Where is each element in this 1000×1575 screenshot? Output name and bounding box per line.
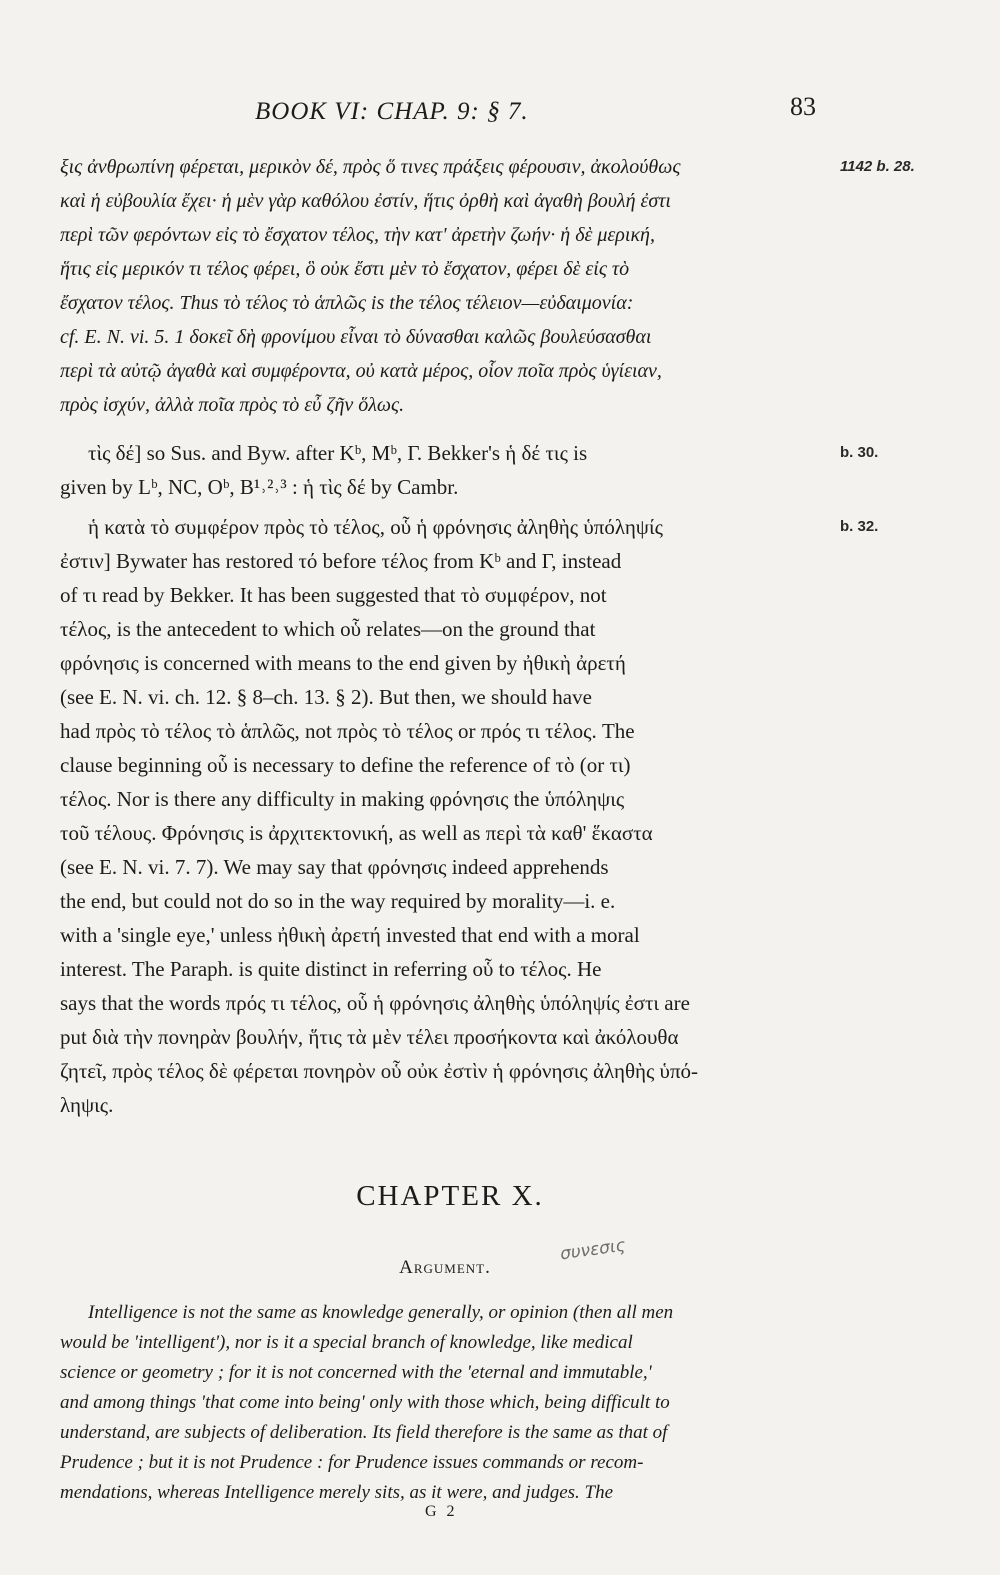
argument-line: Intelligence is not the same as knowledge generally, or opinion (then all men (88, 1302, 674, 1323)
passage-line: ἥτις εἰς μερικόν τι τέλος φέρει, ὃ οὐκ ἔστι μὲν τὸ ἔσχατον, φέρει δὲ εἰς τὸ (60, 258, 630, 280)
passage-line: περὶ τὰ αὐτῷ ἀγαθὰ καὶ συμφέροντα, οὐ κατὰ μέρος, οἷον ποῖα πρὸς ὑγίειαν, (60, 360, 662, 382)
argument-line: and among things 'that come into being' only with those which, being difficult to (60, 1392, 670, 1413)
argument-line: Prudence ; but it is not Prudence : for Prudence issues commands or recom- (60, 1452, 644, 1473)
margin-reference: 1142 b. 28. (840, 158, 915, 175)
note-line: clause beginning οὗ is necessary to define the reference of τὸ (or τι) (60, 753, 631, 777)
margin-reference: b. 30. (840, 444, 879, 461)
note-line: (see E. N. vi. ch. 12. § 8–ch. 13. § 2). But then, we should have (60, 685, 592, 709)
argument-line: mendations, whereas Intelligence merely sits, as it were, and judges. The (60, 1482, 614, 1503)
passage-line: ξις ἀνθρωπίνη φέρεται, μερικὸν δέ, πρὸς ὅ τινες πράξεις φέρουσιν, ἀκολούθως 1142 b. 28. (60, 150, 840, 184)
note-line: given by Lᵇ, NC, Oᵇ, B¹˒²˒³ : ἡ τὶς δέ by Cambr. (60, 475, 459, 499)
note-line: (see E. N. vi. 7. 7). We may say that φρόνησις indeed apprehends (60, 855, 609, 879)
signature-mark: G 2 (425, 1503, 458, 1520)
passage-line: ἔσχατον τέλος. Thus τὸ τέλος τὸ ἁπλῶς is the τέλος τέλειον—εὐδαιμονία: (60, 292, 634, 314)
note-line: τοῦ τέλους. Φρόνησις is ἀρχιτεκτονική, as well as περὶ τὰ καθ' ἕκαστα (60, 821, 653, 845)
running-title: BOOK VI: CHAP. 9: § 7. (255, 98, 529, 125)
note-line: τὶς δέ] so Sus. and Byw. after Kᵇ, Mᵇ, Γ. Bekker's ἡ δέ τις is b. 30. (60, 436, 840, 470)
note-line: τέλος. Nor is there any difficulty in making φρόνησις the ὑπόληψις (60, 787, 625, 811)
argument-line: understand, are subjects of deliberation. Its field therefore is the same as that of (60, 1422, 668, 1443)
note-line: ἐστιν] Bywater has restored τό before τέλος from Kᵇ and Γ, instead (60, 549, 622, 573)
note-line: the end, but could not do so in the way required by morality—i. e. (60, 889, 616, 913)
passage-line: καὶ ἡ εὐβουλία ἔχει· ἡ μὲν γὰρ καθόλου ἐστίν, ἥτις ὀρθὴ καὶ ἀγαθὴ βουλή ἐστι (60, 190, 671, 212)
note-line: ληψις. (60, 1093, 114, 1117)
running-head (0, 92, 1000, 132)
argument-line: would be 'intelligent'), nor is it a special branch of knowledge, like medical (60, 1332, 633, 1353)
handwritten-pencil-note: συνεσις (558, 1235, 627, 1265)
note-kata-to-sympheron (60, 510, 879, 1122)
greek-passage (60, 150, 915, 422)
note-line: with a 'single eye,' unless ἠθικὴ ἀρετή invested that end with a moral (60, 923, 640, 947)
argument-text (60, 1298, 840, 1508)
passage-line: πρὸς ἰσχύν, ἀλλὰ ποῖα πρὸς τὸ εὖ ζῆν ὅλως. (60, 394, 405, 416)
chapter-title: CHAPTER X. (356, 1180, 544, 1212)
passage-line: cf. E. N. vi. 5. 1 δοκεῖ δὴ φρονίμου εἶναι τὸ δύνασθαι καλῶς βουλεύσασθαι (60, 326, 652, 348)
note-line: τέλος, is the antecedent to which οὗ relates—on the ground that (60, 617, 596, 641)
passage-line: περὶ τῶν φερόντων εἰς τὸ ἔσχατον τέλος, τὴν κατ' ἀρετὴν ζωήν· ἡ δὲ μερική, (60, 224, 655, 246)
note-line: ζητεῖ, πρὸς τέλος δὲ φέρεται πονηρὸν οὗ οὐκ ἐστὶν ἡ φρόνησις ἀληθὴς ὑπό- (60, 1059, 699, 1083)
note-line: had πρὸς τὸ τέλος τὸ ἁπλῶς, not πρὸς τὸ τέλος or πρός τι τέλος. The (60, 719, 635, 743)
argument-line: science or geometry ; for it is not concerned with the 'eternal and immutable,' (60, 1362, 652, 1383)
argument-heading: Argument. (399, 1257, 491, 1278)
note-line: ἡ κατὰ τὸ συμφέρον πρὸς τὸ τέλος, οὗ ἡ φρόνησις ἀληθὴς ὑπόληψίς b. 32. (60, 510, 840, 544)
margin-reference: b. 32. (840, 518, 879, 535)
note-line: put διὰ τὴν πονηρὰν βουλήν, ἥτις τὰ μὲν τέλει προσήκοντα καὶ ἀκόλουθα (60, 1025, 679, 1049)
note-line: φρόνησις is concerned with means to the end given by ἠθικὴ ἀρετή (60, 651, 626, 675)
note-line: interest. The Paraph. is quite distinct in referring οὗ to τέλος. He (60, 957, 602, 981)
page-number: 83 (790, 92, 816, 121)
note-tis-de (60, 436, 879, 504)
note-line: of τι read by Bekker. It has been suggested that τὸ συμφέρον, not (60, 583, 607, 607)
note-line: says that the words πρός τι τέλος, οὗ ἡ φρόνησις ἀληθὴς ὑπόληψίς ἐστι are (60, 991, 690, 1015)
